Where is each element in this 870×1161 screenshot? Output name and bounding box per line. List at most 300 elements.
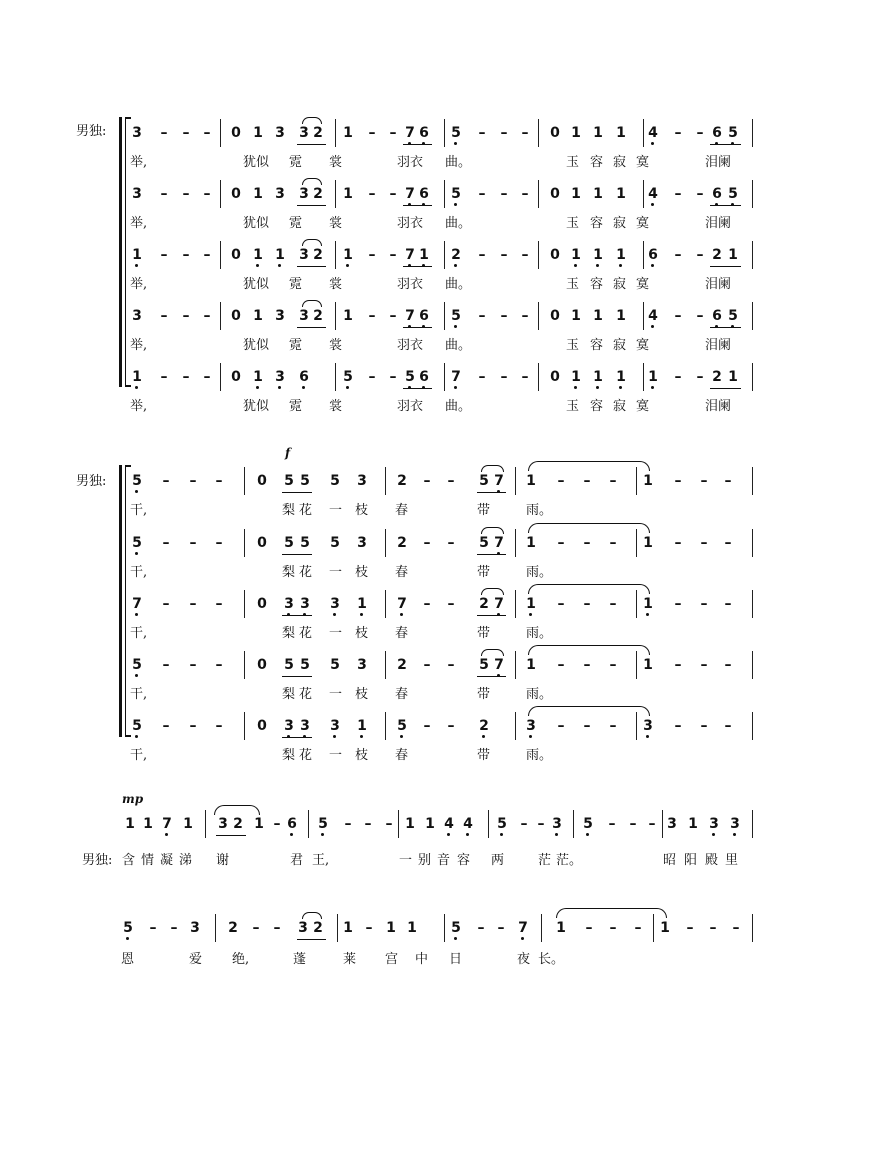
note: 3 xyxy=(328,596,342,612)
note: 1 xyxy=(614,247,628,263)
lyric-text: 春 xyxy=(395,626,409,641)
note: – xyxy=(162,535,170,551)
beam-underline xyxy=(710,266,741,267)
lyric-text: 夜 xyxy=(517,952,531,967)
barline xyxy=(220,119,221,147)
note: 6 xyxy=(710,125,724,141)
note: 7 xyxy=(403,247,417,263)
lyric-text: 春 xyxy=(395,503,409,518)
note: – xyxy=(557,535,565,551)
octave-dot-below xyxy=(454,937,457,940)
octave-dot-below xyxy=(400,613,403,616)
lyric-text: 霓 xyxy=(289,155,303,170)
note: 1 xyxy=(183,816,193,832)
note: – xyxy=(162,473,170,489)
octave-dot-below xyxy=(586,833,589,836)
octave-dot-below xyxy=(466,833,469,836)
lyric-text: 带 xyxy=(477,748,491,763)
note: 2 xyxy=(712,369,722,385)
note: 1 xyxy=(616,125,626,141)
beam-underline xyxy=(297,205,326,206)
note: 1 xyxy=(526,473,536,489)
octave-dot-below xyxy=(360,735,363,738)
note: – xyxy=(674,369,682,385)
note: – xyxy=(696,247,704,263)
barline xyxy=(335,363,336,391)
octave-dot-below xyxy=(596,386,599,389)
note: – xyxy=(189,535,197,551)
octave-dot-below xyxy=(256,386,259,389)
beam-underline xyxy=(477,554,506,555)
lyric-text: 寂 xyxy=(613,399,627,414)
note: 1 xyxy=(593,186,603,202)
note: 5 xyxy=(300,473,310,489)
octave-dot-below xyxy=(454,386,457,389)
note: – xyxy=(732,920,740,936)
note: 2 xyxy=(397,657,407,673)
note: – xyxy=(609,718,617,734)
lyric-text: 爱 xyxy=(189,952,203,967)
lyric-text: 玉 xyxy=(566,216,580,231)
note: – xyxy=(557,718,565,734)
note: 0 xyxy=(257,596,267,612)
note: 3 xyxy=(299,247,309,263)
note: – xyxy=(170,920,178,936)
octave-dot-below xyxy=(135,613,138,616)
lyric-text: 霓 xyxy=(289,399,303,414)
beam-underline xyxy=(477,492,506,493)
lyric-text: 梨 xyxy=(282,626,296,641)
barline xyxy=(752,363,753,391)
note: 5 xyxy=(726,308,740,324)
octave-dot-below xyxy=(646,735,649,738)
lyric-text: 殿 xyxy=(705,853,719,868)
barline xyxy=(244,467,245,495)
note: – xyxy=(189,657,197,673)
note: – xyxy=(674,473,682,489)
octave-dot-below xyxy=(135,386,138,389)
octave-dot-below xyxy=(278,386,281,389)
octave-dot-below xyxy=(574,264,577,267)
note: 2 xyxy=(228,920,238,936)
note: 1 xyxy=(614,369,628,385)
lyric-text: 犹似 xyxy=(243,338,270,353)
octave-dot-below xyxy=(135,490,138,493)
note: 1 xyxy=(593,125,603,141)
note: 5 xyxy=(449,308,463,324)
note: 5 xyxy=(341,369,355,385)
barline xyxy=(573,810,574,838)
beam-underline xyxy=(282,676,312,677)
note: 1 xyxy=(569,369,583,385)
note: – xyxy=(423,535,431,551)
note: – xyxy=(608,816,616,832)
note: 6 xyxy=(417,308,431,324)
note: 3 xyxy=(524,718,538,734)
octave-dot-below xyxy=(619,264,622,267)
note: – xyxy=(674,247,682,263)
lyric-text: 枝 xyxy=(355,687,369,702)
note: 1 xyxy=(643,657,653,673)
note: 1 xyxy=(253,308,263,324)
lyric-text: 寂 xyxy=(613,216,627,231)
note: 3 xyxy=(282,718,296,734)
note: – xyxy=(478,125,486,141)
lyric-text: 霓 xyxy=(289,338,303,353)
note: 5 xyxy=(284,657,294,673)
lyric-text: 容 xyxy=(590,338,604,353)
barline xyxy=(385,467,386,495)
beam-underline xyxy=(282,554,312,555)
beam-underline xyxy=(403,144,432,145)
note: 5 xyxy=(330,657,340,673)
octave-dot-below xyxy=(346,386,349,389)
note: – xyxy=(368,247,376,263)
note: 6 xyxy=(297,369,311,385)
note: 1 xyxy=(593,308,603,324)
note: – xyxy=(700,535,708,551)
lyric-text: 带 xyxy=(477,626,491,641)
note: 7 xyxy=(403,125,417,141)
lyric-text: 春 xyxy=(395,748,409,763)
barline xyxy=(643,180,644,208)
note: 5 xyxy=(403,369,417,385)
note: 7 xyxy=(395,596,409,612)
note: – xyxy=(583,657,591,673)
lyric-text: 梨 xyxy=(282,503,296,518)
note: – xyxy=(162,718,170,734)
note: 1 xyxy=(254,816,264,832)
note: – xyxy=(674,308,682,324)
note: 3 xyxy=(299,125,309,141)
note: – xyxy=(160,186,168,202)
note: – xyxy=(162,657,170,673)
beam-underline xyxy=(403,205,432,206)
lyric-text: 干, xyxy=(130,503,148,518)
note: 3 xyxy=(298,596,312,612)
lyric-text: 阳 xyxy=(684,853,698,868)
note: – xyxy=(189,473,197,489)
note: 1 xyxy=(386,920,396,936)
octave-dot-below xyxy=(321,833,324,836)
slur-arc xyxy=(302,300,322,307)
beam-underline xyxy=(403,327,432,328)
barline xyxy=(636,529,637,557)
note: 2 xyxy=(397,473,407,489)
barline xyxy=(752,529,753,557)
barline xyxy=(538,241,539,269)
octave-dot-below xyxy=(135,264,138,267)
note: – xyxy=(160,369,168,385)
note: 0 xyxy=(231,186,241,202)
barline xyxy=(752,302,753,330)
note: 5 xyxy=(479,535,489,551)
slur-arc xyxy=(528,461,650,471)
note: – xyxy=(696,125,704,141)
note: – xyxy=(674,657,682,673)
note: – xyxy=(700,473,708,489)
barline xyxy=(538,302,539,330)
note: 0 xyxy=(550,125,560,141)
lyric-text: 容 xyxy=(590,277,604,292)
octave-dot-below xyxy=(651,325,654,328)
note: – xyxy=(423,473,431,489)
note: – xyxy=(585,920,593,936)
note: 1 xyxy=(343,125,353,141)
lyric-text: 枝 xyxy=(355,565,369,580)
note: 5 xyxy=(330,473,340,489)
note: 7 xyxy=(516,920,530,936)
note: – xyxy=(215,535,223,551)
note: – xyxy=(557,473,565,489)
note: 1 xyxy=(341,247,355,263)
lyric-text: 情 xyxy=(141,853,155,868)
system-bracket xyxy=(119,117,122,387)
note: 3 xyxy=(298,718,312,734)
note: 5 xyxy=(479,473,489,489)
lyric-text: 梨 xyxy=(282,565,296,580)
note: 6 xyxy=(417,186,431,202)
barline xyxy=(335,180,336,208)
barline xyxy=(643,119,644,147)
barline xyxy=(662,810,663,838)
note: 0 xyxy=(257,718,267,734)
note: 3 xyxy=(707,816,721,832)
slur-arc xyxy=(528,706,650,716)
beam-underline xyxy=(403,388,432,389)
note: – xyxy=(674,125,682,141)
note: 5 xyxy=(130,718,144,734)
octave-dot-below xyxy=(400,735,403,738)
note: 1 xyxy=(251,369,265,385)
lyric-text: 曲。 xyxy=(445,277,472,292)
barline xyxy=(444,241,445,269)
barline xyxy=(444,180,445,208)
beam-underline xyxy=(282,492,312,493)
octave-dot-below xyxy=(135,674,138,677)
note: 5 xyxy=(121,920,135,936)
barline xyxy=(220,180,221,208)
barline xyxy=(308,810,309,838)
barline xyxy=(385,529,386,557)
note: 6 xyxy=(417,369,431,385)
lyric-text: 带 xyxy=(477,687,491,702)
note: 1 xyxy=(591,369,605,385)
note: – xyxy=(203,308,211,324)
barline xyxy=(643,302,644,330)
lyric-text: 雨。 xyxy=(526,626,553,641)
note: – xyxy=(609,920,617,936)
note: 1 xyxy=(728,369,738,385)
note: 5 xyxy=(495,816,509,832)
note: 5 xyxy=(581,816,595,832)
note: – xyxy=(160,247,168,263)
lyric-text: 雨。 xyxy=(526,687,553,702)
lyric-text: 男独: xyxy=(82,853,113,868)
barline xyxy=(444,363,445,391)
note: – xyxy=(447,657,455,673)
note: – xyxy=(423,657,431,673)
note: 1 xyxy=(355,718,369,734)
note: 7 xyxy=(403,308,417,324)
barline xyxy=(220,302,221,330)
octave-dot-below xyxy=(482,735,485,738)
note: – xyxy=(648,816,656,832)
lyric-text: 曲。 xyxy=(445,399,472,414)
note: – xyxy=(629,816,637,832)
note: 5 xyxy=(300,657,310,673)
note: – xyxy=(273,816,281,832)
note: 4 xyxy=(461,816,475,832)
note: 3 xyxy=(667,816,677,832)
note: 1 xyxy=(688,816,698,832)
note: 2 xyxy=(449,247,463,263)
note: 5 xyxy=(479,657,489,673)
note: 6 xyxy=(710,186,724,202)
note: 3 xyxy=(275,186,285,202)
note: – xyxy=(521,308,529,324)
lyric-text: 雨。 xyxy=(526,503,553,518)
note: 1 xyxy=(643,535,653,551)
note: 1 xyxy=(343,920,353,936)
octave-dot-below xyxy=(619,386,622,389)
slur-arc xyxy=(481,465,504,472)
barline xyxy=(752,241,753,269)
note: 2 xyxy=(233,816,243,832)
slur-arc xyxy=(481,649,504,656)
note: – xyxy=(368,369,376,385)
note: 3 xyxy=(190,920,200,936)
lyric-text: 寞 xyxy=(636,216,650,231)
lyric-text: 泪阑 xyxy=(705,216,732,231)
barline xyxy=(752,180,753,208)
note: – xyxy=(521,125,529,141)
note: 3 xyxy=(282,596,296,612)
note: 1 xyxy=(417,247,431,263)
lyric-text: 带 xyxy=(477,565,491,580)
note: 1 xyxy=(571,186,581,202)
note: – xyxy=(609,473,617,489)
note: 4 xyxy=(646,125,660,141)
note: 1 xyxy=(616,186,626,202)
octave-dot-below xyxy=(333,613,336,616)
note: 6 xyxy=(710,308,724,324)
barline xyxy=(752,119,753,147)
beam-underline xyxy=(710,144,741,145)
lyric-text: 干, xyxy=(130,687,148,702)
note: – xyxy=(674,596,682,612)
lyric-text: 泪阑 xyxy=(705,277,732,292)
note: 3 xyxy=(357,657,367,673)
note: – xyxy=(447,718,455,734)
octave-dot-below xyxy=(529,613,532,616)
note: – xyxy=(477,920,485,936)
octave-dot-below xyxy=(651,203,654,206)
lyric-text: 春 xyxy=(395,565,409,580)
octave-dot-below xyxy=(574,386,577,389)
note: 5 xyxy=(449,125,463,141)
note: 5 xyxy=(449,186,463,202)
note: 5 xyxy=(130,535,144,551)
dynamic-mezzo-piano: mp xyxy=(122,792,144,806)
lyric-text: 干, xyxy=(130,565,148,580)
barline xyxy=(335,302,336,330)
lyric-text: 犹似 xyxy=(243,277,270,292)
note: – xyxy=(389,308,397,324)
beam-underline xyxy=(477,615,506,616)
note: – xyxy=(609,596,617,612)
note: 7 xyxy=(492,657,506,673)
barline xyxy=(385,712,386,740)
note: – xyxy=(368,125,376,141)
note: – xyxy=(500,186,508,202)
note: – xyxy=(364,816,372,832)
note: 1 xyxy=(569,247,583,263)
note: 2 xyxy=(313,125,323,141)
lyric-text: 茫。 xyxy=(556,853,583,868)
note: 0 xyxy=(257,473,267,489)
beam-underline xyxy=(216,835,246,836)
lyric-text: 莱 xyxy=(343,952,357,967)
lyric-text: 裳 xyxy=(329,216,343,231)
lyric-text: 裳 xyxy=(329,277,343,292)
octave-dot-below xyxy=(529,735,532,738)
note: 5 xyxy=(395,718,409,734)
octave-dot-below xyxy=(712,833,715,836)
barline xyxy=(752,651,753,679)
barline xyxy=(515,712,516,740)
lyric-text: 羽衣 xyxy=(397,277,424,292)
beam-underline xyxy=(710,327,741,328)
barline xyxy=(538,119,539,147)
lyric-text: 别 xyxy=(418,853,432,868)
note: – xyxy=(583,535,591,551)
note: 7 xyxy=(492,596,506,612)
lyric-text: 一 xyxy=(329,626,343,641)
note: 1 xyxy=(253,186,263,202)
lyric-text: 君 xyxy=(290,853,304,868)
note: 7 xyxy=(130,596,144,612)
note: – xyxy=(520,816,528,832)
octave-dot-below xyxy=(454,142,457,145)
lyric-text: 一 xyxy=(329,565,343,580)
note: – xyxy=(521,247,529,263)
note: 1 xyxy=(273,247,287,263)
barline xyxy=(215,914,216,942)
lyric-text: 涕 xyxy=(179,853,193,868)
slur-arc xyxy=(302,239,322,246)
note: 2 xyxy=(313,308,323,324)
octave-dot-below xyxy=(596,264,599,267)
beam-underline xyxy=(710,205,741,206)
note: 5 xyxy=(330,535,340,551)
note: – xyxy=(389,369,397,385)
note: 2 xyxy=(313,186,323,202)
note: – xyxy=(583,596,591,612)
note: 1 xyxy=(571,125,581,141)
note: – xyxy=(273,920,281,936)
note: 5 xyxy=(300,535,310,551)
barline xyxy=(515,590,516,618)
note: – xyxy=(724,718,732,734)
slur-arc xyxy=(481,588,504,595)
barline xyxy=(515,467,516,495)
note: – xyxy=(724,596,732,612)
note: – xyxy=(215,718,223,734)
note: 3 xyxy=(218,816,228,832)
octave-dot-below xyxy=(165,833,168,836)
barline xyxy=(444,914,445,942)
